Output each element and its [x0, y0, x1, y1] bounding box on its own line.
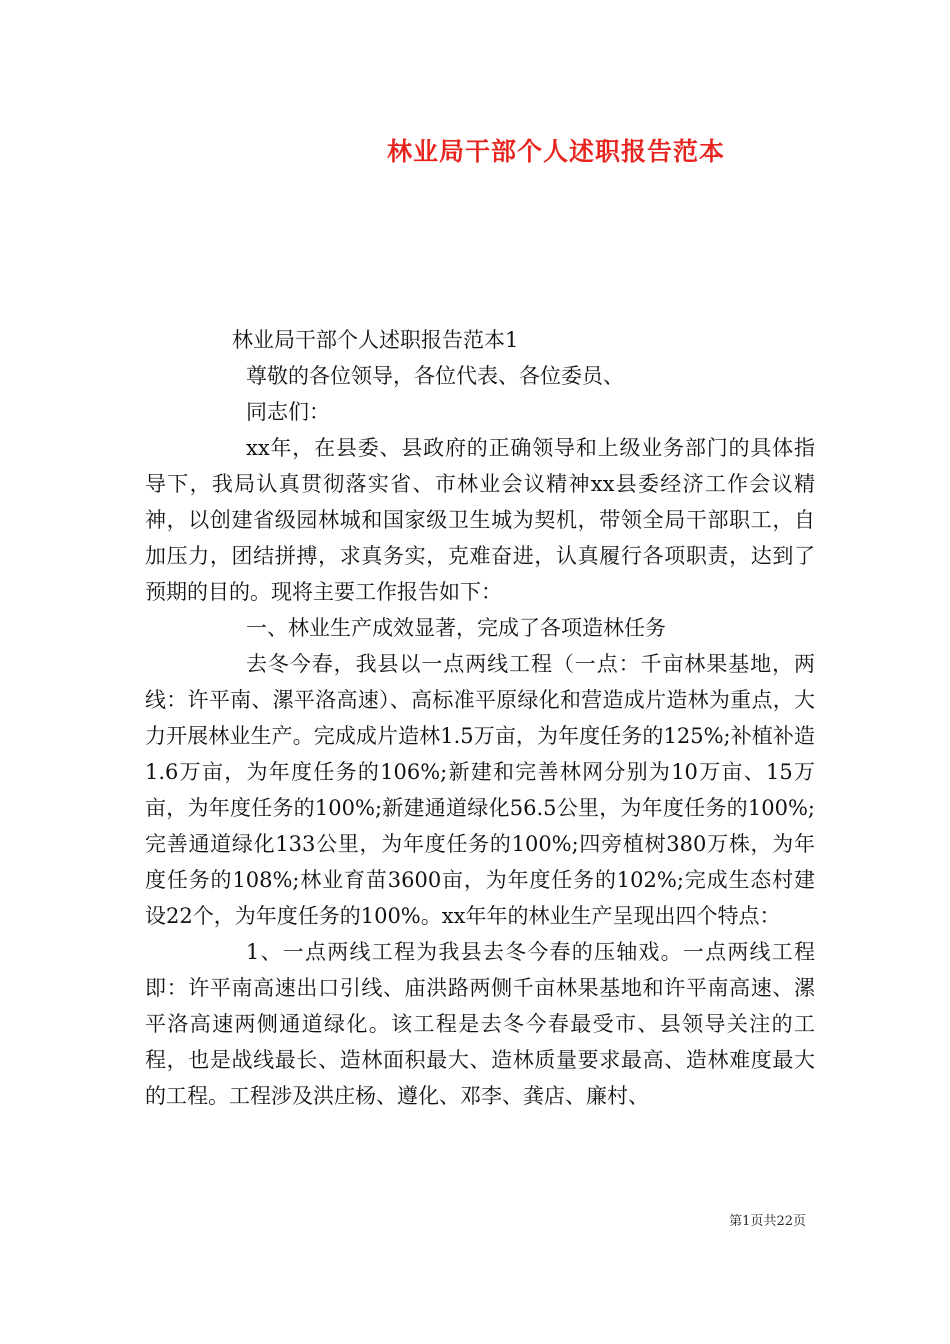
- document-title: 林业局干部个人述职报告范本: [386, 137, 725, 166]
- list-item-paragraph: 1、一点两线工程为我县去冬今春的压轴戏。一点两线工程即：许平南高速出口引线、庙洪路两侧千亩林果基地和许平南高速、漯平洛高速两侧通道绿化。该工程是去冬今春最受市、县领导关注的工程，也是战线最长、造林面积最大、造林质量要求最高、造林难度最大的工程。工程涉及洪庄杨、遵化、邓李、龚店、廉村、: [145, 940, 815, 1108]
- greeting-comrades: 同志们：: [246, 400, 330, 424]
- page-number: 第1页共22页: [729, 1214, 806, 1229]
- section-heading: 一、林业生产成效显著，完成了各项造林任务: [246, 616, 666, 640]
- greeting-line: 尊敬的各位领导，各位代表、各位委员、: [246, 364, 624, 388]
- document-body: [145, 322, 815, 1114]
- body-paragraph: 去冬今春，我县以一点两线工程（一点：千亩林果基地，两线：许平南、漯平洛高速）、高标准平原绿化和营造成片造林为重点，大力开展林业生产。完成成片造林1.5万亩，为年度任务的125%;补植补造1.6万亩，为年度任务的106%;新建和完善林网分别为10万亩、15万亩，为年度任务的100%;新建通道绿化56.5公里，为年度任务的100%;完善通道绿化133公里，为年度任务的100%;四旁植树380万株，为年度任务的108%;林业育苗3600亩，为年度任务的102%;完成生态村建设22个，为年度任务的100%。xx年年的林业生产呈现出四个特点：: [145, 652, 815, 928]
- section-subtitle: 林业局干部个人述职报告范本1: [232, 328, 519, 352]
- intro-paragraph: xx年，在县委、县政府的正确领导和上级业务部门的具体指导下，我局认真贯彻落实省、市林业会议精神xx县委经济工作会议精神，以创建省级园林城和国家级卫生城为契机，带领全局干部职工，自加压力，团结拼搏，求真务实，克难奋进，认真履行各项职责，达到了预期的目的。现将主要工作报告如下：: [145, 436, 815, 604]
